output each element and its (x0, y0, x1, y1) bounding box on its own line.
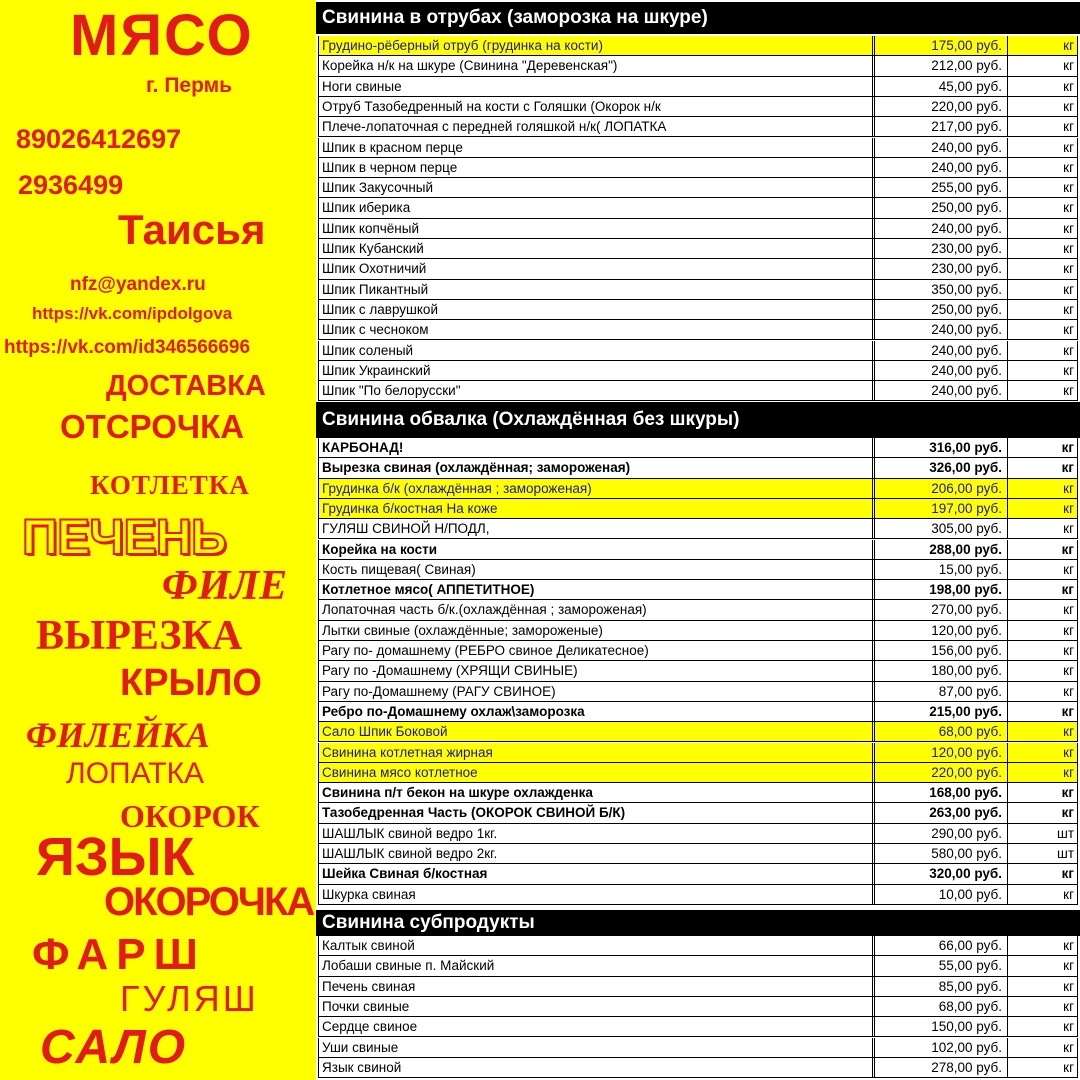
price-row (318, 936, 1078, 956)
product-price: 168,00 руб. (872, 783, 1005, 802)
product-unit: кг (1007, 158, 1077, 177)
product-name: Шпик Закусочный (322, 180, 434, 196)
product-unit: кг (1007, 977, 1077, 996)
product-unit: кг (1007, 803, 1077, 822)
product-unit: кг (1007, 702, 1077, 721)
product-price: 220,00 руб. (872, 97, 1005, 116)
product-price: 240,00 руб. (872, 320, 1005, 339)
price-row (318, 1058, 1078, 1078)
product-name: КАРБОНАД! (322, 440, 404, 455)
product-price: 580,00 руб. (872, 844, 1005, 863)
product-price: 85,00 руб. (872, 977, 1005, 996)
product-price: 255,00 руб. (872, 178, 1005, 197)
price-row (318, 641, 1078, 661)
product-price: 240,00 руб. (872, 361, 1005, 380)
product-name: Шпик в черном перце (322, 159, 458, 175)
product-price: 278,00 руб. (872, 1058, 1005, 1077)
price-row (318, 722, 1078, 742)
product-name: ГУЛЯШ СВИНОЙ Н/ПОДЛ, (322, 521, 490, 537)
price-row (318, 138, 1078, 158)
product-price: 217,00 руб. (872, 117, 1005, 136)
product-price: 250,00 руб. (872, 198, 1005, 217)
product-price: 305,00 руб. (872, 519, 1005, 538)
price-row (318, 438, 1078, 458)
section-header: Свинина в отрубах (заморозка на шкуре) (316, 2, 1080, 34)
product-price: 263,00 руб. (872, 803, 1005, 822)
product-price: 230,00 руб. (872, 239, 1005, 258)
product-unit: кг (1007, 641, 1077, 660)
price-row (318, 280, 1078, 300)
product-price: 240,00 руб. (872, 219, 1005, 238)
price-row (318, 540, 1078, 560)
product-price: 120,00 руб. (872, 743, 1005, 762)
ad-contact-name: Таисья (118, 206, 266, 253)
product-price: 87,00 руб. (872, 682, 1005, 701)
ad-word-kotletka: КОТЛЕТКА (90, 470, 250, 500)
product-name: Кость пищевая( Свиная) (322, 561, 476, 577)
product-price: 240,00 руб. (872, 158, 1005, 177)
ad-word-pechen: ПЕЧЕНЬ (22, 509, 226, 565)
product-price: 175,00 руб. (872, 36, 1005, 55)
product-price: 240,00 руб. (872, 138, 1005, 157)
product-name: Шпик Украинский (322, 362, 431, 378)
product-unit: кг (1007, 138, 1077, 157)
ad-email: nfz@yandex.ru (70, 274, 206, 295)
product-unit: кг (1007, 682, 1077, 701)
product-name: Рагу по-Домашнему (РАГУ СВИНОЕ) (322, 683, 556, 699)
product-name: Шпик соленый (322, 342, 414, 358)
product-price: 10,00 руб. (872, 885, 1005, 904)
product-unit: кг (1007, 499, 1077, 518)
price-row (318, 56, 1078, 76)
product-unit: кг (1007, 56, 1077, 75)
price-row (318, 844, 1078, 864)
product-unit: кг (1007, 300, 1077, 319)
ad-word-vyrezka: ВЫРЕЗКА (36, 613, 243, 659)
product-unit: кг (1007, 198, 1077, 217)
product-price: 68,00 руб. (872, 722, 1005, 741)
product-name: Грудинка б/к (охлаждённая ; замороженая) (322, 480, 592, 496)
product-unit: кг (1007, 885, 1077, 904)
product-name: Свинина котлетная жирная (322, 744, 493, 760)
product-name: Шейка Свиная б/костная (322, 866, 488, 882)
product-name: ШАШЛЫК свиной ведро 2кг. (322, 846, 498, 861)
product-name: Сало Шпик Боковой (322, 724, 448, 740)
product-unit: кг (1007, 661, 1077, 680)
product-price: 290,00 руб. (872, 824, 1005, 843)
product-name: Вырезка свиная (охлаждённая; замороженая) (322, 460, 631, 476)
price-row (318, 479, 1078, 499)
product-unit: кг (1007, 479, 1077, 498)
product-price: 240,00 руб. (872, 381, 1005, 400)
price-row (318, 239, 1078, 259)
product-name: Ноги свиные (322, 78, 402, 94)
product-unit: кг (1007, 936, 1077, 955)
product-name: Язык свиной (322, 1059, 402, 1075)
product-price: 197,00 руб. (872, 499, 1005, 518)
product-name: Шпик Охотничий (322, 261, 427, 277)
product-unit: кг (1007, 178, 1077, 197)
product-price: 156,00 руб. (872, 641, 1005, 660)
product-price: 220,00 руб. (872, 763, 1005, 782)
product-name: Лопаточная часть б/к.(охлаждённая ; замороженая) (322, 602, 647, 618)
product-price: 66,00 руб. (872, 936, 1005, 955)
product-unit: кг (1007, 259, 1077, 278)
product-name: Корейка на кости (322, 541, 438, 557)
price-row (318, 77, 1078, 97)
price-row (318, 1017, 1078, 1037)
price-row (318, 158, 1078, 178)
price-row (318, 997, 1078, 1017)
product-unit: кг (1007, 997, 1077, 1016)
product-name: Шпик Кубанский (322, 241, 424, 256)
price-row (318, 499, 1078, 519)
product-price: 320,00 руб. (872, 864, 1005, 883)
ad-word-fileyka: ФИЛЕЙКА (26, 715, 210, 755)
ad-word-salo: САЛО (40, 1021, 188, 1074)
product-price: 206,00 руб. (872, 479, 1005, 498)
product-name: ШАШЛЫК свиной ведро 1кг. (322, 825, 498, 841)
price-row (318, 743, 1078, 763)
product-name: Свинина мясо котлетное (322, 764, 478, 780)
product-unit: кг (1007, 361, 1077, 380)
price-row (318, 97, 1078, 117)
product-unit: кг (1007, 1058, 1077, 1077)
product-unit: шт (1007, 844, 1077, 863)
ad-phone-2: 2936499 (18, 170, 124, 200)
product-unit: кг (1007, 1038, 1077, 1057)
product-name: Шпик с лаврушкой (322, 301, 438, 317)
price-row (318, 824, 1078, 844)
price-row (318, 300, 1078, 320)
product-price: 102,00 руб. (872, 1038, 1005, 1057)
product-unit: кг (1007, 763, 1077, 782)
promo-panel (0, 0, 316, 1080)
price-sheet (316, 0, 1080, 1080)
product-price: 45,00 руб. (872, 77, 1005, 96)
product-name: Калтык свиной (322, 938, 415, 953)
ad-word-file: ФИЛЕ (162, 563, 288, 609)
product-name: Почки свиные (322, 998, 410, 1014)
price-row (318, 259, 1078, 279)
product-price: 198,00 руб. (872, 580, 1005, 599)
price-row (318, 956, 1078, 976)
product-name: Свинина п/т бекон на шкуре охлажденка (322, 785, 593, 801)
price-row (318, 621, 1078, 641)
product-name: Тазобедренная Часть (ОКОРОК СВИНОЙ Б/К) (322, 805, 626, 821)
price-row (318, 977, 1078, 997)
price-row (318, 560, 1078, 580)
ad-word-yazyk: ЯЗЫК (36, 827, 195, 887)
product-unit: кг (1007, 540, 1077, 559)
price-row (318, 381, 1078, 401)
product-unit: кг (1007, 580, 1077, 599)
price-row (318, 178, 1078, 198)
product-unit: кг (1007, 458, 1077, 477)
product-name: Шпик иберика (322, 200, 411, 216)
product-name: Отруб Тазобедренный на кости с Голяшки (Окорок н/к (322, 98, 661, 114)
product-name: Шпик с чесноком (322, 322, 429, 338)
product-price: 180,00 руб. (872, 661, 1005, 680)
product-unit: кг (1007, 117, 1077, 136)
product-unit: кг (1007, 956, 1077, 975)
ad-word-okorok: ОКОРОК (120, 798, 260, 834)
product-name: Печень свиная (322, 978, 416, 994)
product-price: 150,00 руб. (872, 1017, 1005, 1036)
section-header: Свинина субпродукты (316, 910, 1080, 936)
product-name: Шкурка свиная (322, 886, 416, 902)
price-row (318, 320, 1078, 340)
ad-deferment: ОТСРОЧКА (60, 408, 245, 445)
product-name: Шпик Пикантный (322, 281, 429, 297)
product-name: Рагу по -Домашнему (ХРЯЩИ СВИНЫЕ) (322, 663, 578, 679)
price-row (318, 1038, 1078, 1058)
product-price: 68,00 руб. (872, 997, 1005, 1016)
price-row (318, 519, 1078, 539)
ad-vk-link-2: https://vk.com/id346566696 (4, 337, 251, 358)
product-price: 120,00 руб. (872, 621, 1005, 640)
product-unit: кг (1007, 1017, 1077, 1036)
product-name: Лобаши свиные п. Майский (322, 958, 495, 974)
product-price: 316,00 руб. (872, 438, 1005, 457)
product-unit: шт (1007, 824, 1077, 843)
product-name: Шпик в красном перце (322, 139, 463, 155)
product-unit: кг (1007, 783, 1077, 802)
price-row (318, 341, 1078, 361)
price-row (318, 864, 1078, 884)
product-name: Ребро по-Домашнему охлаж\заморозка (322, 703, 585, 719)
ad-delivery: ДОСТАВКА (106, 370, 266, 402)
section-header: Свинина обвалка (Охлаждённая без шкуры) (316, 402, 1080, 438)
product-unit: кг (1007, 77, 1077, 96)
product-name: Шпик "По белорусски" (322, 383, 461, 399)
product-unit: кг (1007, 36, 1077, 55)
price-row (318, 580, 1078, 600)
product-price: 55,00 руб. (872, 956, 1005, 975)
price-row (318, 661, 1078, 681)
price-row (318, 682, 1078, 702)
price-row (318, 36, 1078, 56)
product-price: 350,00 руб. (872, 280, 1005, 299)
product-unit: кг (1007, 381, 1077, 400)
ad-word-lopatka: ЛОПАТКА (66, 757, 205, 790)
price-row (318, 885, 1078, 905)
ad-word-krylo: КРЫЛО (120, 662, 262, 704)
product-unit: кг (1007, 97, 1077, 116)
ad-city: г. Пермь (146, 74, 233, 97)
product-unit: кг (1007, 438, 1077, 457)
product-name: Грудино-рёберный отруб (грудинка на кости) (322, 38, 603, 53)
product-unit: кг (1007, 280, 1077, 299)
product-unit: кг (1007, 219, 1077, 238)
price-row (318, 803, 1078, 823)
product-name: Шпик копчёный (322, 220, 419, 236)
product-price: 215,00 руб. (872, 702, 1005, 721)
product-name: Уши свиные (322, 1039, 399, 1055)
product-name: Лытки свиные (охлаждённые; замороженые) (322, 622, 603, 638)
ad-phone-1: 89026412697 (16, 124, 182, 154)
price-row (318, 702, 1078, 722)
product-unit: кг (1007, 239, 1077, 258)
product-name: Котлетное мясо( АППЕТИТНОЕ) (322, 582, 535, 598)
ad-vk-link-1: https://vk.com/ipdolgova (32, 304, 233, 323)
product-unit: кг (1007, 600, 1077, 619)
ad-word-okorochka: ОКОРОЧКА (104, 880, 314, 924)
price-row (318, 198, 1078, 218)
price-row (318, 783, 1078, 803)
price-row (318, 117, 1078, 137)
product-unit: кг (1007, 722, 1077, 741)
product-name: Грудинка б/костная На коже (322, 500, 498, 516)
product-price: 212,00 руб. (872, 56, 1005, 75)
product-price: 250,00 руб. (872, 300, 1005, 319)
ad-title: МЯСО (70, 3, 254, 68)
product-unit: кг (1007, 320, 1077, 339)
product-price: 326,00 руб. (872, 458, 1005, 477)
product-unit: кг (1007, 560, 1077, 579)
product-price: 230,00 руб. (872, 259, 1005, 278)
ad-word-farsh: ФАРШ (32, 930, 206, 979)
price-row (318, 458, 1078, 478)
ad-word-gulyash: ГУЛЯШ (120, 978, 259, 1019)
product-price: 15,00 руб. (872, 560, 1005, 579)
product-price: 288,00 руб. (872, 540, 1005, 559)
product-unit: кг (1007, 519, 1077, 538)
product-unit: кг (1007, 621, 1077, 640)
product-unit: кг (1007, 743, 1077, 762)
product-price: 240,00 руб. (872, 341, 1005, 360)
price-row (318, 361, 1078, 381)
product-name: Корейка н/к на шкуре (Свинина "Деревенская") (322, 58, 618, 74)
product-name: Рагу по- домашнему (РЕБРО свиное Деликатесное) (322, 643, 649, 658)
product-unit: кг (1007, 864, 1077, 883)
price-row (318, 219, 1078, 239)
price-row (318, 763, 1078, 783)
product-unit: кг (1007, 341, 1077, 360)
product-price: 270,00 руб. (872, 600, 1005, 619)
product-name: Плече-лопаточная с передней голяшкой н/к( ЛОПАТКА (322, 119, 667, 135)
product-name: Сердце свиное (322, 1019, 418, 1035)
price-row (318, 600, 1078, 620)
